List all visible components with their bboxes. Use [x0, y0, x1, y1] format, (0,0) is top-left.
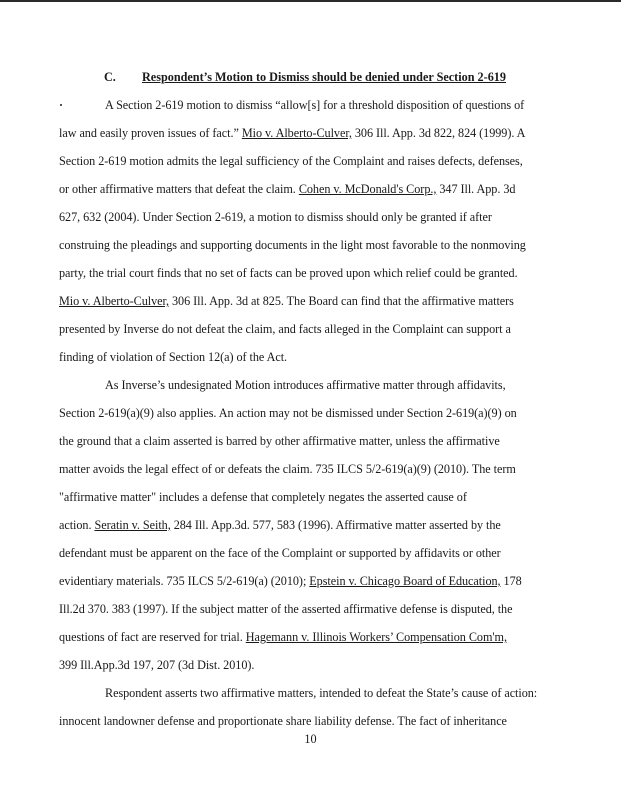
text-run: matter avoids the legal effect of or defeats the claim. 735 ILCS 5/2-619(a)(9) (2010). The term — [59, 462, 516, 476]
text-line — [105, 378, 506, 393]
text-line — [59, 434, 500, 449]
text-run: the ground that a claim asserted is barred by other affirmative matter, unless the affirmative — [59, 434, 500, 448]
text-line — [59, 714, 507, 729]
text-line — [59, 630, 507, 645]
text-line — [105, 98, 524, 113]
section-heading — [104, 70, 506, 85]
text-run: evidentiary materials. 735 ILCS 5/2-619(a) (2010); — [59, 574, 310, 588]
case-citation: Mio v. Alberto-Culver, — [241, 126, 352, 140]
text-run: defendant must be apparent on the face of the Complaint or supported by affidavits or other — [59, 546, 501, 560]
case-citation: Seratin v. Seith, — [94, 518, 171, 532]
text-line — [59, 126, 525, 141]
text-run: 306 Ill. App. 3d at 825. The Board can find that the affirmative matters — [169, 294, 514, 308]
text-run: construing the pleadings and supporting documents in the light most favorable to the nonmoving — [59, 238, 526, 252]
text-line — [59, 574, 522, 589]
text-run: A Section 2-619 motion to dismiss “allow[s] for a threshold disposition of questions of — [105, 98, 525, 112]
text-line — [59, 322, 511, 337]
text-run: Section 2-619 motion admits the legal sufficiency of the Complaint and raises defects, defenses, — [59, 154, 523, 168]
text-run: 306 Ill. App. 3d 822, 824 (1999). A — [351, 126, 526, 140]
text-line — [59, 406, 517, 421]
text-line — [105, 686, 537, 701]
case-citation: Epstein v. Chicago Board of Education, — [309, 574, 501, 588]
text-run: innocent landowner defense and proportionate share liability defense. The fact of inheritance — [59, 714, 507, 728]
text-line — [59, 658, 254, 673]
text-line — [59, 462, 516, 477]
text-run: Respondent asserts two affirmative matters, intended to defeat the State’s cause of action: — [105, 686, 538, 700]
text-run: Section 2-619(a)(9) also applies. An action may not be dismissed under Section 2-619(a)(9) on — [59, 406, 517, 420]
text-run: presented by Inverse do not defeat the claim, and facts alleged in the Complaint can support a — [59, 322, 511, 336]
text-run: law and easily proven issues of fact.” — [59, 126, 242, 140]
section-title: Respondent’s Motion to Dismiss should be denied under Section 2-619 — [142, 70, 506, 84]
text-run: As Inverse’s undesignated Motion introduces affirmative matter through affidavits, — [105, 378, 506, 392]
text-line — [59, 602, 512, 617]
text-line — [59, 490, 467, 505]
text-run: action. — [59, 518, 95, 532]
text-line — [59, 266, 518, 281]
text-run: party, the trial court finds that no set of facts can be proved upon which relief could be granted. — [59, 266, 518, 280]
text-run: 178 — [500, 574, 522, 588]
text-line — [59, 294, 514, 309]
text-run: questions of fact are reserved for trial. — [59, 630, 246, 644]
case-citation: Cohen v. McDonald's Corp., — [298, 182, 437, 196]
text-run: or other affirmative matters that defeat the claim. — [59, 182, 299, 196]
text-run: 284 Ill. App.3d. 577, 583 (1996). Affirmative matter asserted by the — [170, 518, 501, 532]
text-line — [59, 518, 501, 533]
page-number: 10 — [304, 732, 317, 746]
case-citation: Mio v. Alberto-Culver, — [59, 294, 170, 308]
text-run: 347 Ill. App. 3d — [436, 182, 516, 196]
text-line — [59, 350, 287, 365]
section-number: C. — [104, 70, 116, 84]
case-citation: Hagemann v. Illinois Workers’ Compensation Com'm, — [245, 630, 507, 644]
text-line — [59, 238, 526, 253]
text-line — [59, 182, 515, 197]
text-line — [59, 210, 492, 225]
text-run: Ill.2d 370. 383 (1997). If the subject matter of the asserted affirmative defense is disputed, the — [59, 602, 513, 616]
text-run: 399 Ill.App.3d 197, 207 (3d Dist. 2010). — [59, 658, 255, 672]
text-run: "affirmative matter" includes a defense that completely negates the asserted cause of — [59, 490, 467, 504]
text-line — [59, 546, 501, 561]
text-line — [59, 154, 523, 169]
text-run: 627, 632 (2004). Under Section 2-619, a motion to dismiss should only be granted if after — [59, 210, 492, 224]
text-run: finding of violation of Section 12(a) of the Act. — [59, 350, 288, 364]
